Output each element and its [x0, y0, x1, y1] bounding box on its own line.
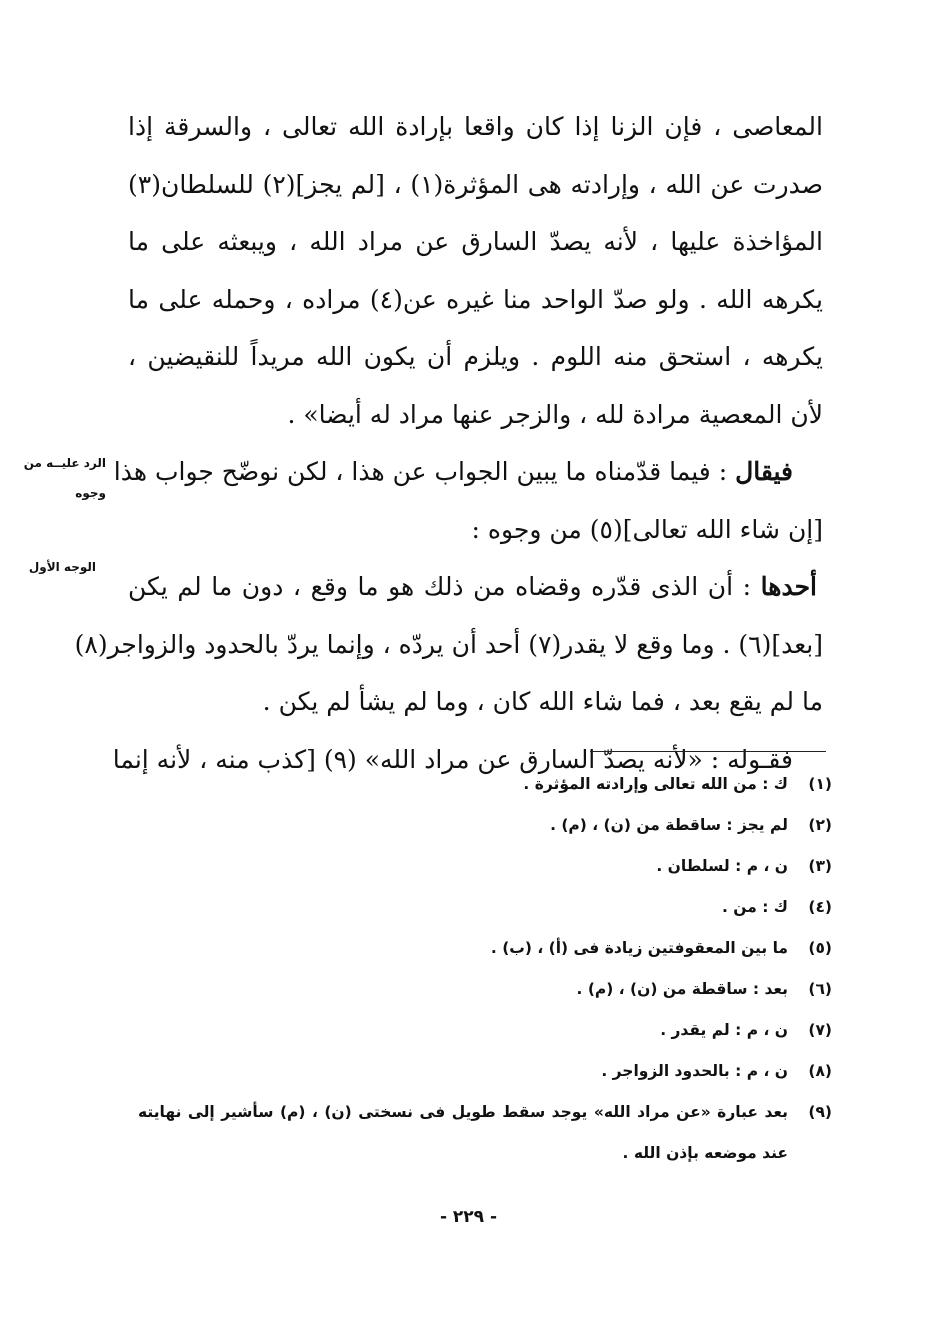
body-line	[113, 443, 823, 501]
footnote-number: (٧)	[808, 1021, 832, 1039]
footnote-separator	[590, 751, 826, 752]
footnote-text: ن ، م : بالحدود الزواجر .	[601, 1062, 788, 1080]
body-line: المؤاخذة عليها ، لأنه يصدّ السارق عن مراد الله ، ويبعثه على ما	[128, 227, 823, 256]
body-line: يكرهه الله . ولو صدّ الواحد منا غيره عن(٤) مراده ، وحمله على ما	[128, 284, 823, 314]
page-number: - ٢٢٩ -	[439, 1207, 498, 1227]
footnote	[138, 887, 832, 928]
body-line: [إن شاء الله تعالى](٥) من وجوه :	[471, 514, 823, 544]
footnote-text: ن ، م : لسلطان .	[656, 857, 788, 875]
body-line: فقـوله : «لأنه يصدّ السارق عن مراد الله» (٩) [كذب منه ، لأنه إنما	[112, 744, 793, 774]
lead-word: أحدها	[760, 572, 817, 601]
footnote-number: (٦)	[808, 980, 832, 998]
footnote	[138, 846, 832, 887]
body-line-text: : أن الذى قدّره وقضاه من ذلك هو ما وقع ، دون ما لم يكن	[128, 572, 761, 601]
footnote-text: ك : من .	[721, 898, 788, 916]
footnote	[138, 764, 832, 805]
margin-note-line: الوجه الأول	[28, 560, 96, 574]
footnote-number: (٩)	[808, 1103, 832, 1121]
lead-word: فيقال	[735, 457, 793, 486]
body-line: [بعد](٦) . وما وقع لا يقدر(٧) أحد أن يردّه ، وإنما يردّ بالحدود والزواجر(٨)	[74, 629, 823, 659]
body-line	[128, 558, 823, 616]
footnote-number: (٣)	[808, 857, 832, 875]
margin-note-line: الرد عليــه من	[23, 456, 106, 470]
footnote	[138, 928, 832, 969]
footnote-text: ك : من الله تعالى وإرادته المؤثرة .	[523, 775, 788, 793]
body-line: المعاصى ، فإن الزنا إذا كان واقعا بإرادة الله تعالى ، والسرقة إذا	[128, 112, 823, 141]
footnote	[138, 969, 832, 1010]
body-line: لأن المعصية مرادة لله ، والزجر عنها مراد له أيضا» .	[287, 399, 823, 429]
body-line-text: : فيما قدّمناه ما يبين الجواب عن هذا ، لكن نوضّح جواب هذا	[113, 457, 736, 486]
footnote-number: (٢)	[808, 816, 832, 834]
footnote	[138, 1010, 832, 1051]
margin-note-line: وجوه	[75, 486, 106, 500]
margin-note	[10, 448, 106, 508]
body-line: يكرهه ، استحق منه اللوم . ويلزم أن يكون الله مريداً للنقيضين ،	[128, 342, 823, 371]
footnote-text: بعد : ساقطة من (ن) ، (م) .	[576, 980, 788, 998]
footnote-number: (١)	[808, 775, 832, 793]
footnote	[138, 805, 832, 846]
footnote-text: لم يجز : ساقطة من (ن) ، (م) .	[550, 816, 788, 834]
margin-note	[10, 552, 96, 582]
footnote-number: (٥)	[808, 939, 832, 957]
footnote-text: ن ، م : لم يقدر .	[660, 1021, 788, 1039]
main-text	[74, 98, 823, 788]
footnote-text: بعد عبارة «عن مراد الله» يوجد سقط طويل فى نسختى (ن) ، (م) سأشير إلى نهايته عند موضعه بإذن الله .	[138, 1103, 788, 1162]
body-line: صدرت عن الله ، وإرادته هى المؤثرة(١) ، [لم يجز](٢) للسلطان(٣)	[128, 169, 823, 199]
footnote-number: (٨)	[808, 1062, 832, 1080]
footnote-text: ما بين المعقوفتين زيادة فى (أ) ، (ب) .	[490, 939, 788, 957]
footnote	[138, 1051, 832, 1092]
footnote	[138, 1092, 832, 1174]
footnote-number: (٤)	[808, 898, 832, 916]
body-line: ما لم يقع بعد ، فما شاء الله كان ، وما لم يشأ لم يكن .	[262, 687, 823, 716]
footnotes	[138, 764, 832, 1174]
